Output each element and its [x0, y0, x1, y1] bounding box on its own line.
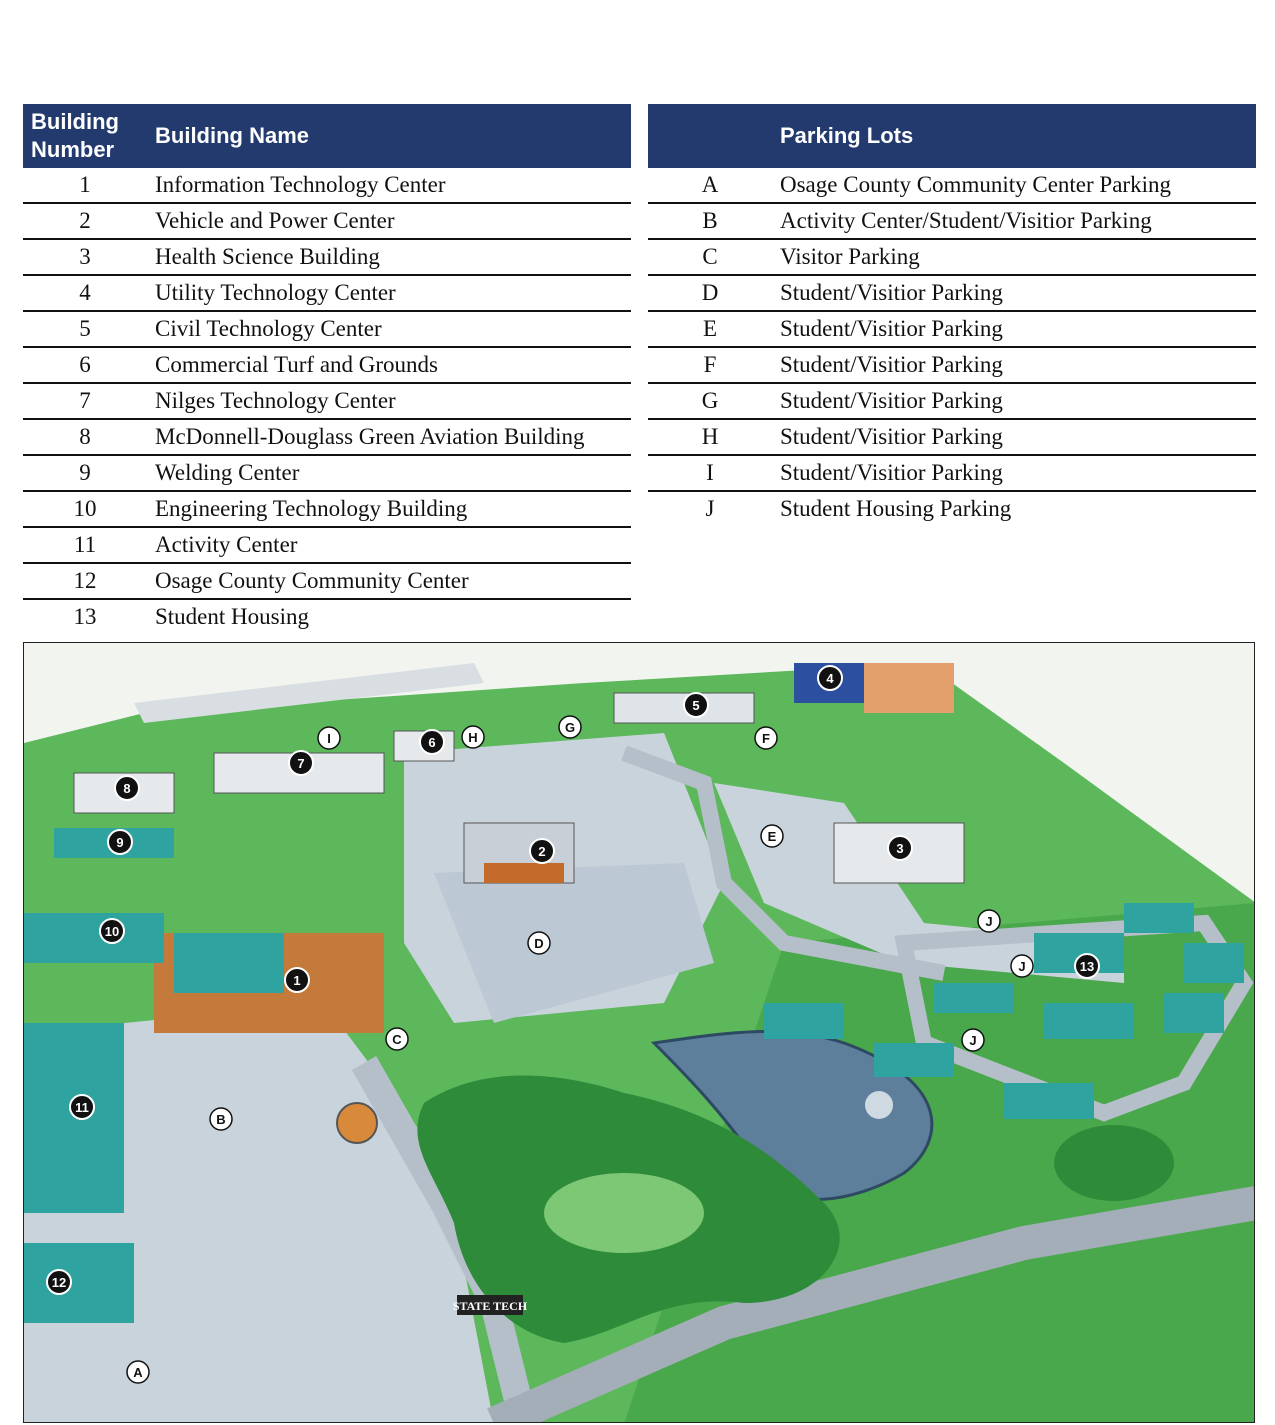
housing-4 — [764, 1003, 844, 1039]
parking-row — [648, 455, 1256, 491]
housing-2 — [1124, 903, 1194, 933]
building-row-name: Nilges Technology Center — [147, 383, 631, 419]
parking-row-name: Student/Visitior Parking — [772, 347, 1256, 383]
parking-marker-label-J: J — [1018, 959, 1026, 974]
building-marker-label-6: 6 — [428, 735, 436, 750]
parking-legend-table — [648, 104, 1256, 526]
building-marker-label-1: 1 — [293, 973, 301, 988]
building-marker-label-8: 8 — [123, 781, 131, 796]
housing-8 — [1004, 1083, 1094, 1119]
parking-row — [648, 419, 1256, 455]
building-row-name: Vehicle and Power Center — [147, 203, 631, 239]
parking-row — [648, 311, 1256, 347]
building-row-key: 11 — [23, 527, 147, 563]
parking-row — [648, 203, 1256, 239]
building-row-key: 6 — [23, 347, 147, 383]
building-marker-label-11: 11 — [75, 1100, 89, 1115]
building-row-name: Commercial Turf and Grounds — [147, 347, 631, 383]
parking-row-key: J — [705, 496, 715, 521]
parking-row-key: G — [648, 383, 772, 419]
parking-marker-label-E: E — [767, 829, 777, 844]
parking-row-key: H — [648, 419, 772, 455]
tree-cluster-east — [1054, 1125, 1174, 1201]
building-row — [23, 419, 631, 455]
building-marker-label-12: 12 — [51, 1275, 67, 1290]
parking-row-key: I — [648, 455, 772, 491]
parking-row — [648, 275, 1256, 311]
building-row — [23, 491, 631, 527]
building-row-key: 7 — [23, 383, 147, 419]
parking-marker-label-H: H — [468, 730, 478, 745]
parking-marker-label-I: I — [327, 731, 331, 746]
housing-6 — [934, 983, 1014, 1013]
building-row — [23, 563, 631, 599]
housing-9 — [1164, 993, 1224, 1033]
building-row-key: 2 — [23, 203, 147, 239]
housing-3 — [1184, 943, 1244, 983]
building-row — [23, 455, 631, 491]
parking-row-key: E — [648, 311, 772, 347]
building-row-key: 9 — [23, 455, 147, 491]
building-row — [23, 275, 631, 311]
parking-row-name: Student/Visitior Parking — [772, 275, 1256, 311]
building-10-shape — [24, 913, 164, 963]
parking-marker-label-B: B — [216, 1112, 226, 1127]
building-12-shape — [24, 1243, 134, 1323]
building-row — [23, 599, 631, 634]
meadow — [544, 1173, 704, 1253]
parking-row-name: Visitor Parking — [772, 239, 1256, 275]
building-row-key: 4 — [23, 275, 147, 311]
building-marker-label-10: 10 — [104, 924, 120, 939]
building-row-name: Engineering Technology Building — [147, 491, 631, 527]
parking-row — [648, 347, 1256, 383]
building-row — [23, 527, 631, 563]
parking-row-name: Student/Visitior Parking — [772, 455, 1256, 491]
building-row — [23, 347, 631, 383]
roundabout — [337, 1103, 377, 1143]
building-row — [23, 239, 631, 275]
parking-row-name: Osage County Community Center Parking — [772, 168, 1256, 203]
campus-map-illustration — [24, 643, 1255, 1423]
building-4-lot — [864, 663, 954, 713]
building-row — [23, 168, 631, 203]
building-row-key: 1 — [23, 168, 147, 203]
building-row-name: Student Housing — [155, 604, 309, 629]
parking-marker-label-F: F — [762, 731, 770, 746]
building-row-name: Health Science Building — [147, 239, 631, 275]
parking-marker-label-A: A — [133, 1365, 143, 1380]
parking-row-name: Student/Visitior Parking — [772, 311, 1256, 347]
building-row — [23, 311, 631, 347]
buildings-header-row — [23, 104, 631, 168]
building-row-key: 13 — [73, 604, 97, 629]
parking-row — [648, 383, 1256, 419]
parking-header-row — [648, 104, 1256, 168]
parking-row-key: B — [648, 203, 772, 239]
parking-row-key: A — [648, 168, 772, 203]
parking-marker-label-D: D — [534, 936, 544, 951]
parking-row-key: D — [648, 275, 772, 311]
parking-row-name: Student/Visitior Parking — [772, 383, 1256, 419]
parking-marker-label-J: J — [985, 914, 993, 929]
parking-row-key: C — [648, 239, 772, 275]
building-1-roof — [174, 933, 284, 993]
building-marker-label-13: 13 — [1079, 959, 1095, 974]
building-row-name: Osage County Community Center — [147, 563, 631, 599]
parking-row — [648, 168, 1256, 203]
building-row-name: Civil Technology Center — [147, 311, 631, 347]
housing-7 — [1044, 1003, 1134, 1039]
parking-row-key: F — [648, 347, 772, 383]
building-2-front — [484, 863, 564, 883]
parking-marker-label-C: C — [392, 1032, 402, 1047]
header-building-name: Building Name — [147, 104, 631, 168]
building-marker-label-9: 9 — [116, 835, 124, 850]
building-11-shape — [24, 1023, 124, 1213]
building-row-key: 3 — [23, 239, 147, 275]
parking-marker-label-G: G — [564, 720, 576, 735]
header-building-number: Building Number — [23, 104, 147, 168]
header-parking-name: Parking Lots — [772, 104, 1256, 168]
building-row-name: McDonnell-Douglass Green Aviation Building — [147, 419, 631, 455]
parking-row-name: Student Housing Parking — [780, 496, 1012, 521]
building-row-name: Utility Technology Center — [147, 275, 631, 311]
parking-marker-label-J: J — [969, 1033, 977, 1048]
building-marker-label-7: 7 — [297, 756, 305, 771]
building-row-key: 10 — [23, 491, 147, 527]
building-marker-label-4: 4 — [826, 671, 834, 686]
fountain — [865, 1091, 893, 1119]
campus-map — [23, 642, 1255, 1423]
building-marker-label-5: 5 — [692, 698, 700, 713]
housing-5 — [874, 1043, 954, 1077]
building-row-name: Activity Center — [147, 527, 631, 563]
building-row-key: 5 — [23, 311, 147, 347]
building-row — [23, 383, 631, 419]
building-row-name: Information Technology Center — [147, 168, 631, 203]
building-marker-label-3: 3 — [896, 841, 904, 856]
building-row-key: 8 — [23, 419, 147, 455]
building-marker-label-2: 2 — [538, 844, 546, 859]
buildings-legend-table — [23, 104, 631, 634]
header-parking-letter — [648, 104, 772, 168]
parking-row-name: Activity Center/Student/Visitior Parking — [772, 203, 1256, 239]
parking-row-name: Student/Visitior Parking — [772, 419, 1256, 455]
building-row-name: Welding Center — [147, 455, 631, 491]
parking-row — [648, 491, 1256, 526]
building-row — [23, 203, 631, 239]
parking-row — [648, 239, 1256, 275]
state-tech-sign-text: STATE TECH — [452, 1299, 528, 1313]
building-row-key: 12 — [23, 563, 147, 599]
